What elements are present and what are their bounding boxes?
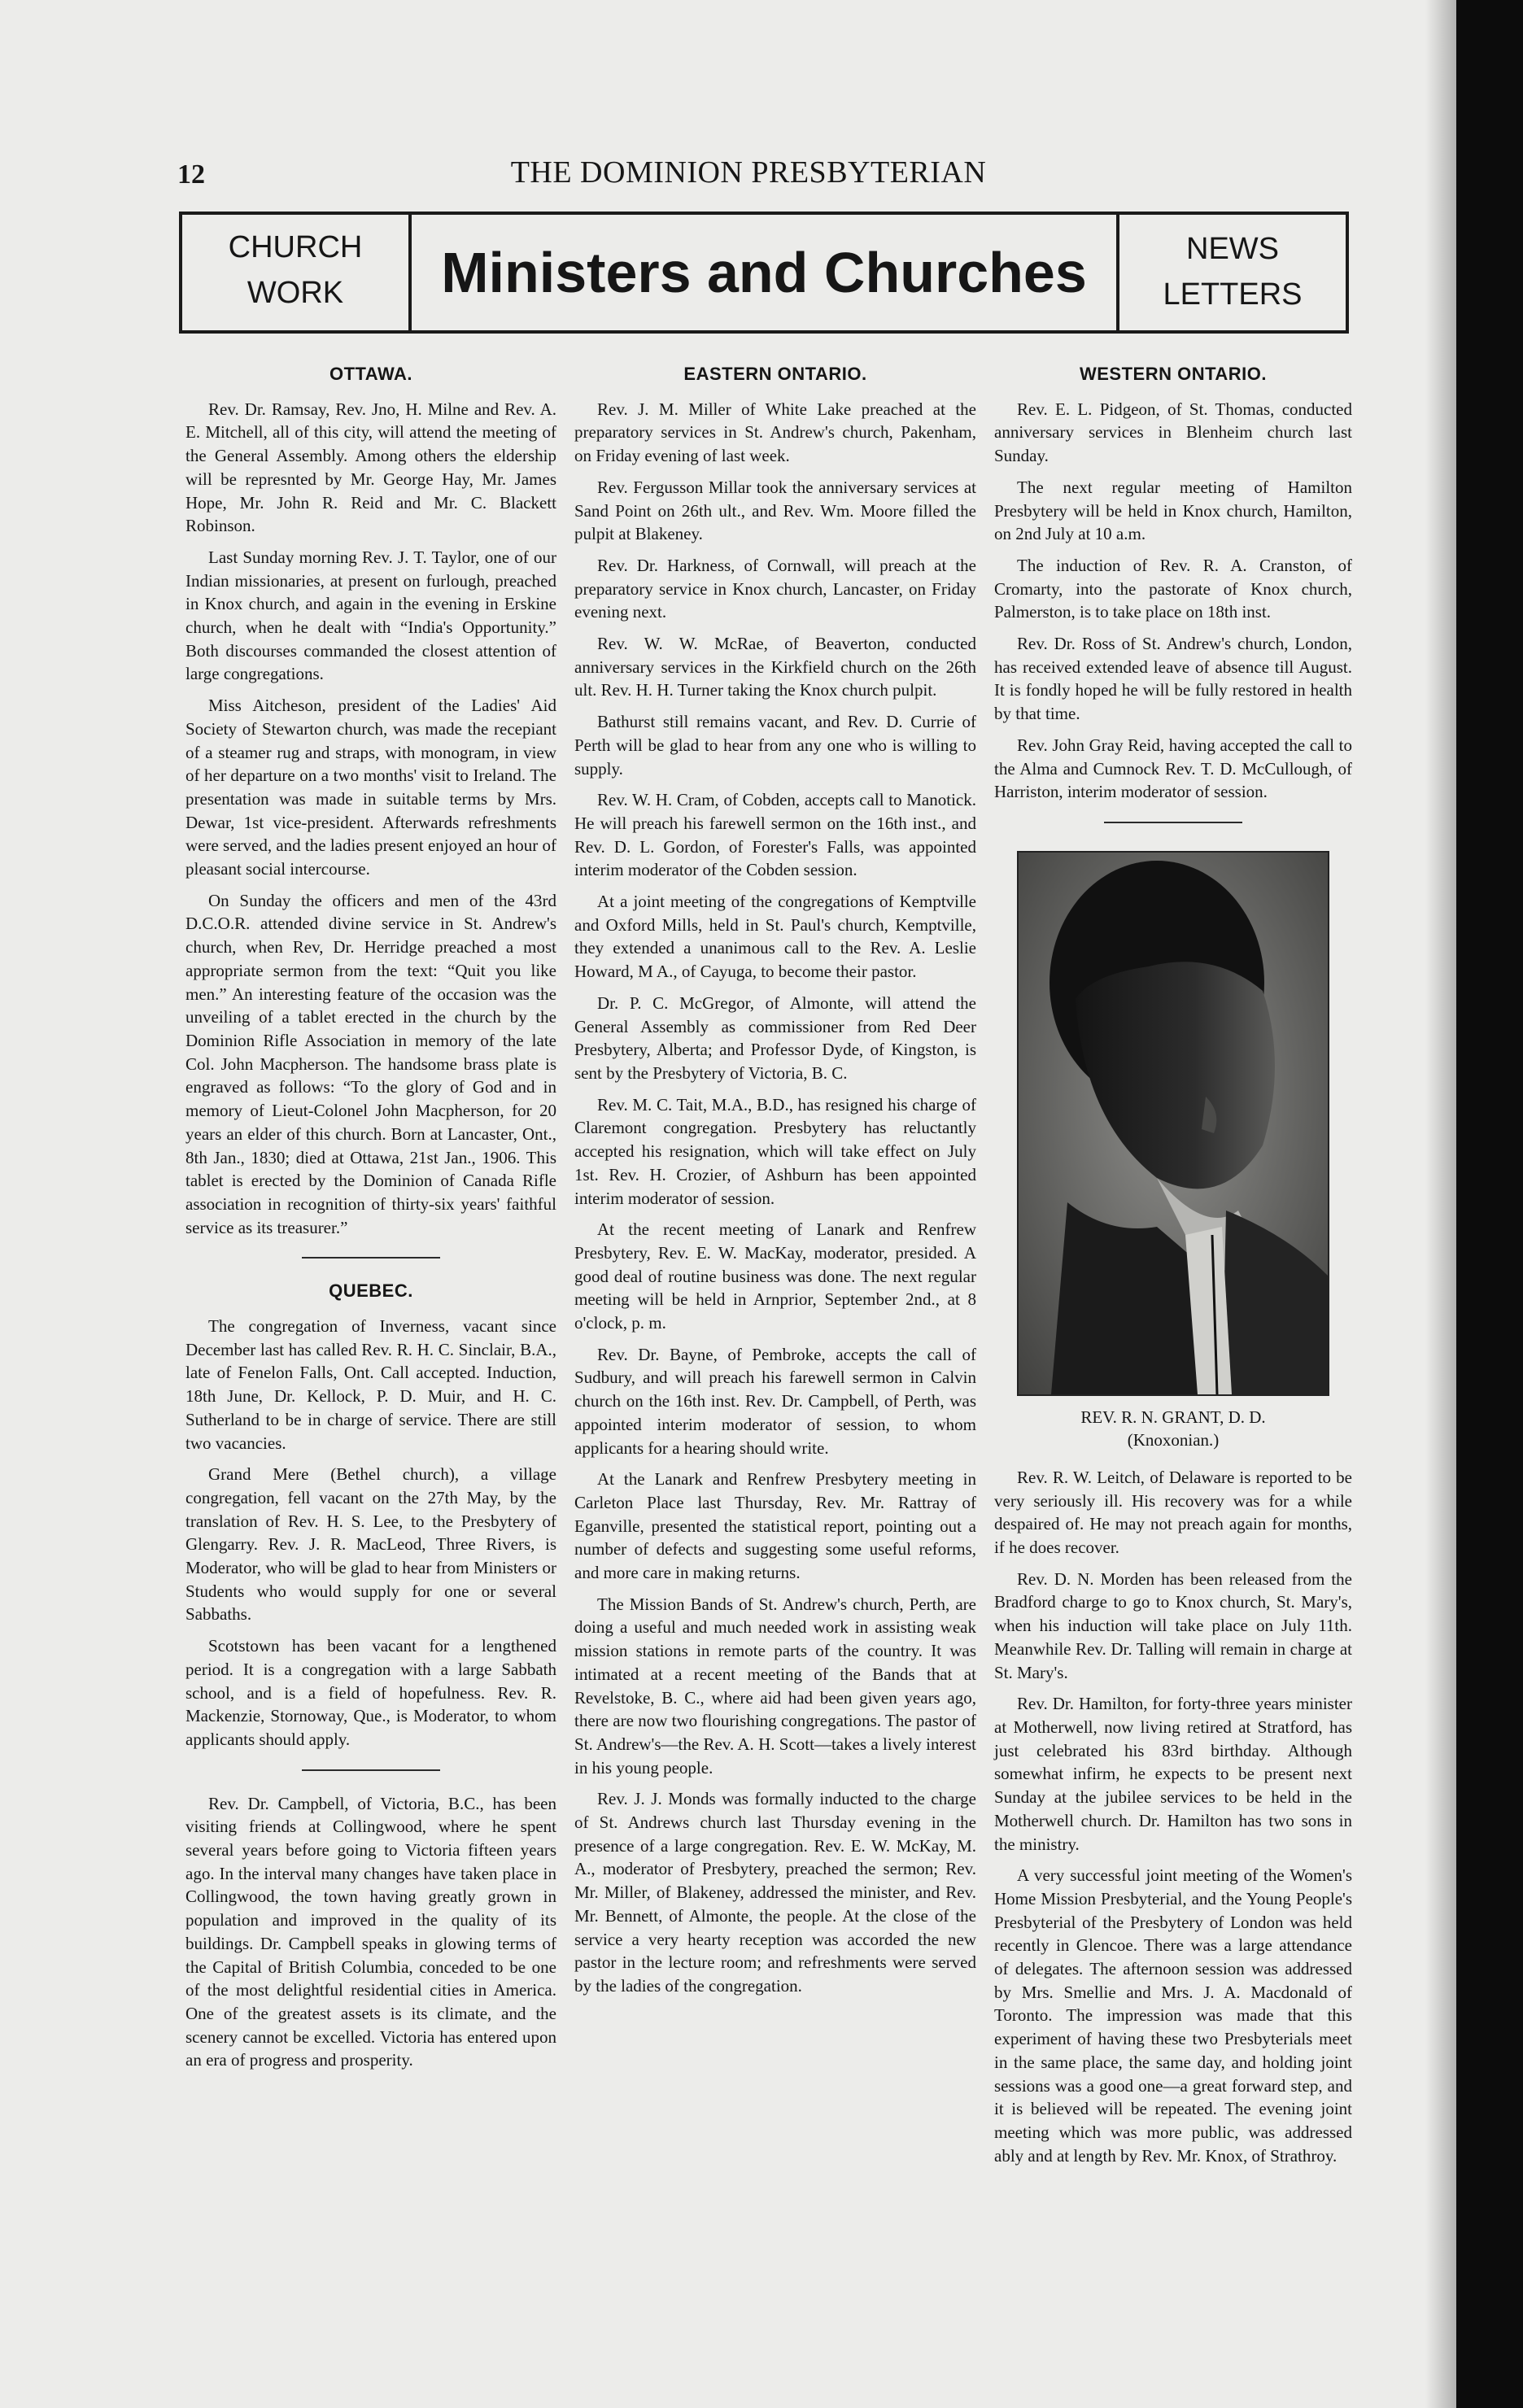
eastern-paragraph: At the Lanark and Renfrew Presbytery meeting in Carleton Place last Thursday, Rev. Mr. Rattray of Eganville, presented the statistical report, pointing out a number of defects and suggesting some useful reforms, and more care in making returns. [574,1469,976,1583]
western-paragraph: A very successful joint meeting of the Women's Home Mission Presbyterial, and the Young People's Presbyterial of the Presbytery of London was held recently in Glencoe. There was a large attendance of delegates. The afternoon session was addressed by Mrs. Smellie and Mrs. J. A. Macdonald of Toronto. The impression was made that this experiment of having these two Presbyterials meet in the same place, the same day, and holding joint sessions was a good one—a great forward step, and it is believed will be repeated. The evening joint meeting which was more public, was addressed ably and at length by Rev. Mr. Knox, of Strathroy. [994,1865,1352,2166]
western-paragraph: Rev. Dr. Ross of St. Andrew's church, London, has received extended leave of absence till August. It is fondly hoped he will be fully restored in health by that time. [994,634,1352,724]
western-paragraph: Rev. E. L. Pidgeon, of St. Thomas, conducted anniversary services in Blenheim church last Sunday. [994,399,1352,466]
western-heading: WESTERN ONTARIO. [1079,364,1268,384]
banner-right-box [1116,215,1346,330]
portrait-caption-name: REV. R. N. GRANT, D. D. [1080,1407,1266,1427]
ottawa-paragraph: On Sunday the officers and men of the 43rd D.C.O.R. attended divine service in St. Andrew's church, when Rev, Dr. Herridge preached a most appropriate sermon from the text: “Quit you like men.” An interesting feature of the occasion was the unveiling of a tablet erected in the church by the Dominion Rifle Association in memory of the late Col. John Macpherson. The handsome brass plate is engraved as follows: “To the glory of God and in memory of Lieut-Colonel John Macpherson, for 20 years an elder of this church. Born at Lancaster, Ont., 8th Jan., 1830; died at Ottawa, 21st Jan., 1906. This tablet is erected by the Dominion of Canada Rifle association in recognition of thirty-six years' faithful service as its treasurer.” [185,890,556,1237]
eastern-paragraph: The Mission Bands of St. Andrew's church, Perth, are doing a useful and much needed work in assisting weak mission stations in remote parts of the country. It was intimated at a recent meeting of the Bands that at Revelstoke, B. C., where aid had been given years ago, there are now two flourishing congregations. The pastor of St. Andrew's—the Rev. A. H. Scott—takes a lively interest in his young people. [574,1594,976,1778]
column-right [994,358,1352,2175]
quebec-paragraph: Grand Mere (Bethel church), a village congregation, fell vacant on the 27th May, by the translation of Rev. H. S. Lee, to the Presbytery of Glengarry. Rev. J. R. MacLeod, Three Rivers, is Moderator, who will be glad to hear from Ministers or Students who would supply for one or several Sabbaths. [185,1464,556,1625]
banner-left-line2: WORK [247,276,344,310]
scan-margin-band [1456,0,1523,2408]
campbell-paragraph: Rev. Dr. Campbell, of Victoria, B.C., has been visiting friends at Collingwood, where he spent several years before going to Victoria fifteen years ago. In the interval many changes have taken place in Collingwood, the town having greatly grown in population and improved in the quality of its buildings. Dr. Campbell speaks in glowing terms of the Capital of British Columbia, conceded to be one of the most delightful residential cities in America. One of the greatest assets is its climate, and the scenery cannot be excelled. Victoria has entered upon an era of progress and prosperity. [185,1793,556,2070]
eastern-paragraph: Rev. W. H. Cram, of Cobden, accepts call to Manotick. He will preach his farewell sermon on the 16th inst., and Rev. D. L. Gordon, of Forester's Falls, was appointed interim moderator of the Cobden session. [574,790,976,880]
ottawa-heading: OTTAWA. [329,364,413,384]
western-paragraph: Rev. Dr. Hamilton, for forty-three years minister at Motherwell, now living retired at Stratford, has just celebrated his 83rd birthday. Although somewhat infirm, he expects to be present next Sunday at the jubilee services to be held in the Motherwell church. Dr. Hamilton has two sons in the ministry. [994,1694,1352,1854]
eastern-paragraph: Rev. W. W. McRae, of Beaverton, conducted anniversary services in the Kirkfield church on the 26th ult. Rev. H. H. Turner taking the Knox church pulpit. [574,634,976,700]
eastern-paragraph: At the recent meeting of Lanark and Renfrew Presbytery, Rev. E. W. MacKay, moderator, presided. A good deal of routine business was done. The next regular meeting will be held in Arnprior, September 2nd., at 8 o'clock, p. m. [574,1219,976,1333]
eastern-paragraph: Rev. Dr. Bayne, of Pembroke, accepts the call of Sudbury, and will preach his farewell sermon in Calvin church on the 16th inst. Rev. Dr. Campbell, of Perth, was appointed interim moderator of session, to whom applicants for a hearing should write. [574,1344,976,1458]
quebec-paragraph: The congregation of Inverness, vacant since December last has called Rev. R. H. C. Sinclair, B.A., late of Fenelon Falls, Ont. Call accepted. Induction, 18th June, Dr. Kellock, P. D. Muir, and H. C. Sutherland to be in charge of service. There are still two vacancies. [185,1316,556,1453]
section-divider [302,1257,440,1259]
banner-right-line1: NEWS [1186,232,1279,266]
column-middle [574,358,976,2006]
eastern-paragraph: At a joint meeting of the congregations of Kemptville and Oxford Mills, held in St. Paul's church, Kemptville, they extended a unanimous call to the Rev. A. Leslie Howard, M A., of Cayuga, to become their pastor. [574,892,976,982]
portrait-photo [1017,851,1329,1396]
portrait-figure [994,851,1352,1451]
ottawa-paragraph: Last Sunday morning Rev. J. T. Taylor, one of our Indian missionaries, at present on furlough, preached in Knox church, and again in the evening in Erskine church, when he dealt with “India's Opportunity.” Both discourses commanded the closest attention of large congregations. [185,547,556,684]
western-paragraph: The next regular meeting of Hamilton Presbytery will be held in Knox church, Hamilton, on 2nd July at 10 a.m. [994,477,1352,544]
column-left [185,358,556,2080]
section-divider [302,1769,440,1771]
ottawa-paragraph: Rev. Dr. Ramsay, Rev. Jno, H. Milne and Rev. A. E. Mitchell, all of this city, will attend the meeting of the General Assembly. Among others the eldership will be represnted by Mr. George Hay, Mr. James Hope, Mr. John R. Reid and Mr. C. Blackett Robinson. [185,399,556,536]
banner-left-line1: CHURCH [228,230,363,264]
eastern-paragraph: Bathurst still remains vacant, and Rev. D. Currie of Perth will be glad to hear from any one who is willing to supply. [574,712,976,779]
page-number: 12 [177,159,205,190]
western-paragraph: Rev. D. N. Morden has been released from the Bradford charge to go to Knox church, St. Mary's, when his induction will take place on July 11th. Meanwhile Rev. Dr. Talling will remain in charge at St. Mary's. [994,1568,1352,1682]
eastern-paragraph: Rev. J. J. Monds was formally inducted to the charge of St. Andrews church last Thursday evening in the presence of a large congregation. Rev. E. W. McKay, M. A., moderator of Presbytery, preached the sermon; Rev. Mr. Miller, of Blakeney, addressed the minister, and Rev. Mr. Bennett, of Almonte, the people. At the close of the service a very hearty reception was accorded the new pastor in the lecture room; and refreshments were served by the ladies of the congregation. [574,1789,976,1996]
western-paragraph: Rev. R. W. Leitch, of Delaware is reported to be very seriously ill. His recovery was for a while despaired of. He may not preach again for months, if he does recover. [994,1467,1352,1558]
page-edge-shadow [1425,0,1458,2408]
western-paragraph: The induction of Rev. R. A. Cranston, of Cromarty, into the pastorate of Knox church, Palmerston, is to take place on 18th inst. [994,555,1352,622]
section-title: Ministers and Churches [441,241,1087,304]
quebec-paragraph: Scotstown has been vacant for a lengthened period. It is a congregation with a large Sabbath school, and is a field of hopefulness. Rev. R. Mackenzie, Stornoway, Que., is Moderator, to whom applicants should apply. [185,1636,556,1749]
eastern-paragraph: Rev. Dr. Harkness, of Cornwall, will preach at the preparatory service in Knox church, Lancaster, on Friday evening next. [574,555,976,622]
ottawa-paragraph: Miss Aitcheson, president of the Ladies' Aid Society of Stewarton church, was made the recepiant of a steamer rug and straps, with monogram, in view of her departure on a two months' visit to Ireland. The presentation was made in suitable terms by Mrs. Dewar, 1st vice-president. Afterwards refreshments were served, and the ladies present enjoyed an hour of pleasant social intercourse. [185,696,556,879]
eastern-paragraph: Dr. P. C. McGregor, of Almonte, will attend the General Assembly as commissioner from Red Deer Presbytery, Alberta; and Professor Dyde, of Kingston, is sent by the Presbytery of Victoria, B. C. [574,992,976,1083]
eastern-heading: EASTERN ONTARIO. [683,364,867,384]
running-title: THE DOMINION PRESBYTERIAN [510,155,987,190]
portrait-caption [994,1406,1352,1451]
section-banner [179,212,1349,334]
quebec-heading: QUEBEC. [329,1280,413,1302]
banner-right-line2: LETTERS [1163,277,1303,312]
eastern-paragraph: Rev. M. C. Tait, M.A., B.D., has resigned his charge of Claremont congregation. Presbytery has reluctantly accepted his resignation, which will take effect on July 1st. Rev. H. Crozier, of Ashburn has been appointed interim moderator of session. [574,1094,976,1208]
western-paragraph: Rev. John Gray Reid, having accepted the call to the Alma and Cumnock Rev. T. D. McCullough, of Harriston, interim moderator of session. [994,735,1352,802]
banner-left-box [182,215,412,330]
eastern-paragraph: Rev. J. M. Miller of White Lake preached at the preparatory services in St. Andrew's church, Pakenham, on Friday evening of last week. [574,399,976,466]
portrait-caption-alias: (Knoxonian.) [1127,1429,1220,1450]
eastern-paragraph: Rev. Fergusson Millar took the anniversary services at Sand Point on 26th ult., and Rev. Wm. Moore filled the pulpit at Blakeney. [574,477,976,544]
section-divider [1104,822,1242,823]
